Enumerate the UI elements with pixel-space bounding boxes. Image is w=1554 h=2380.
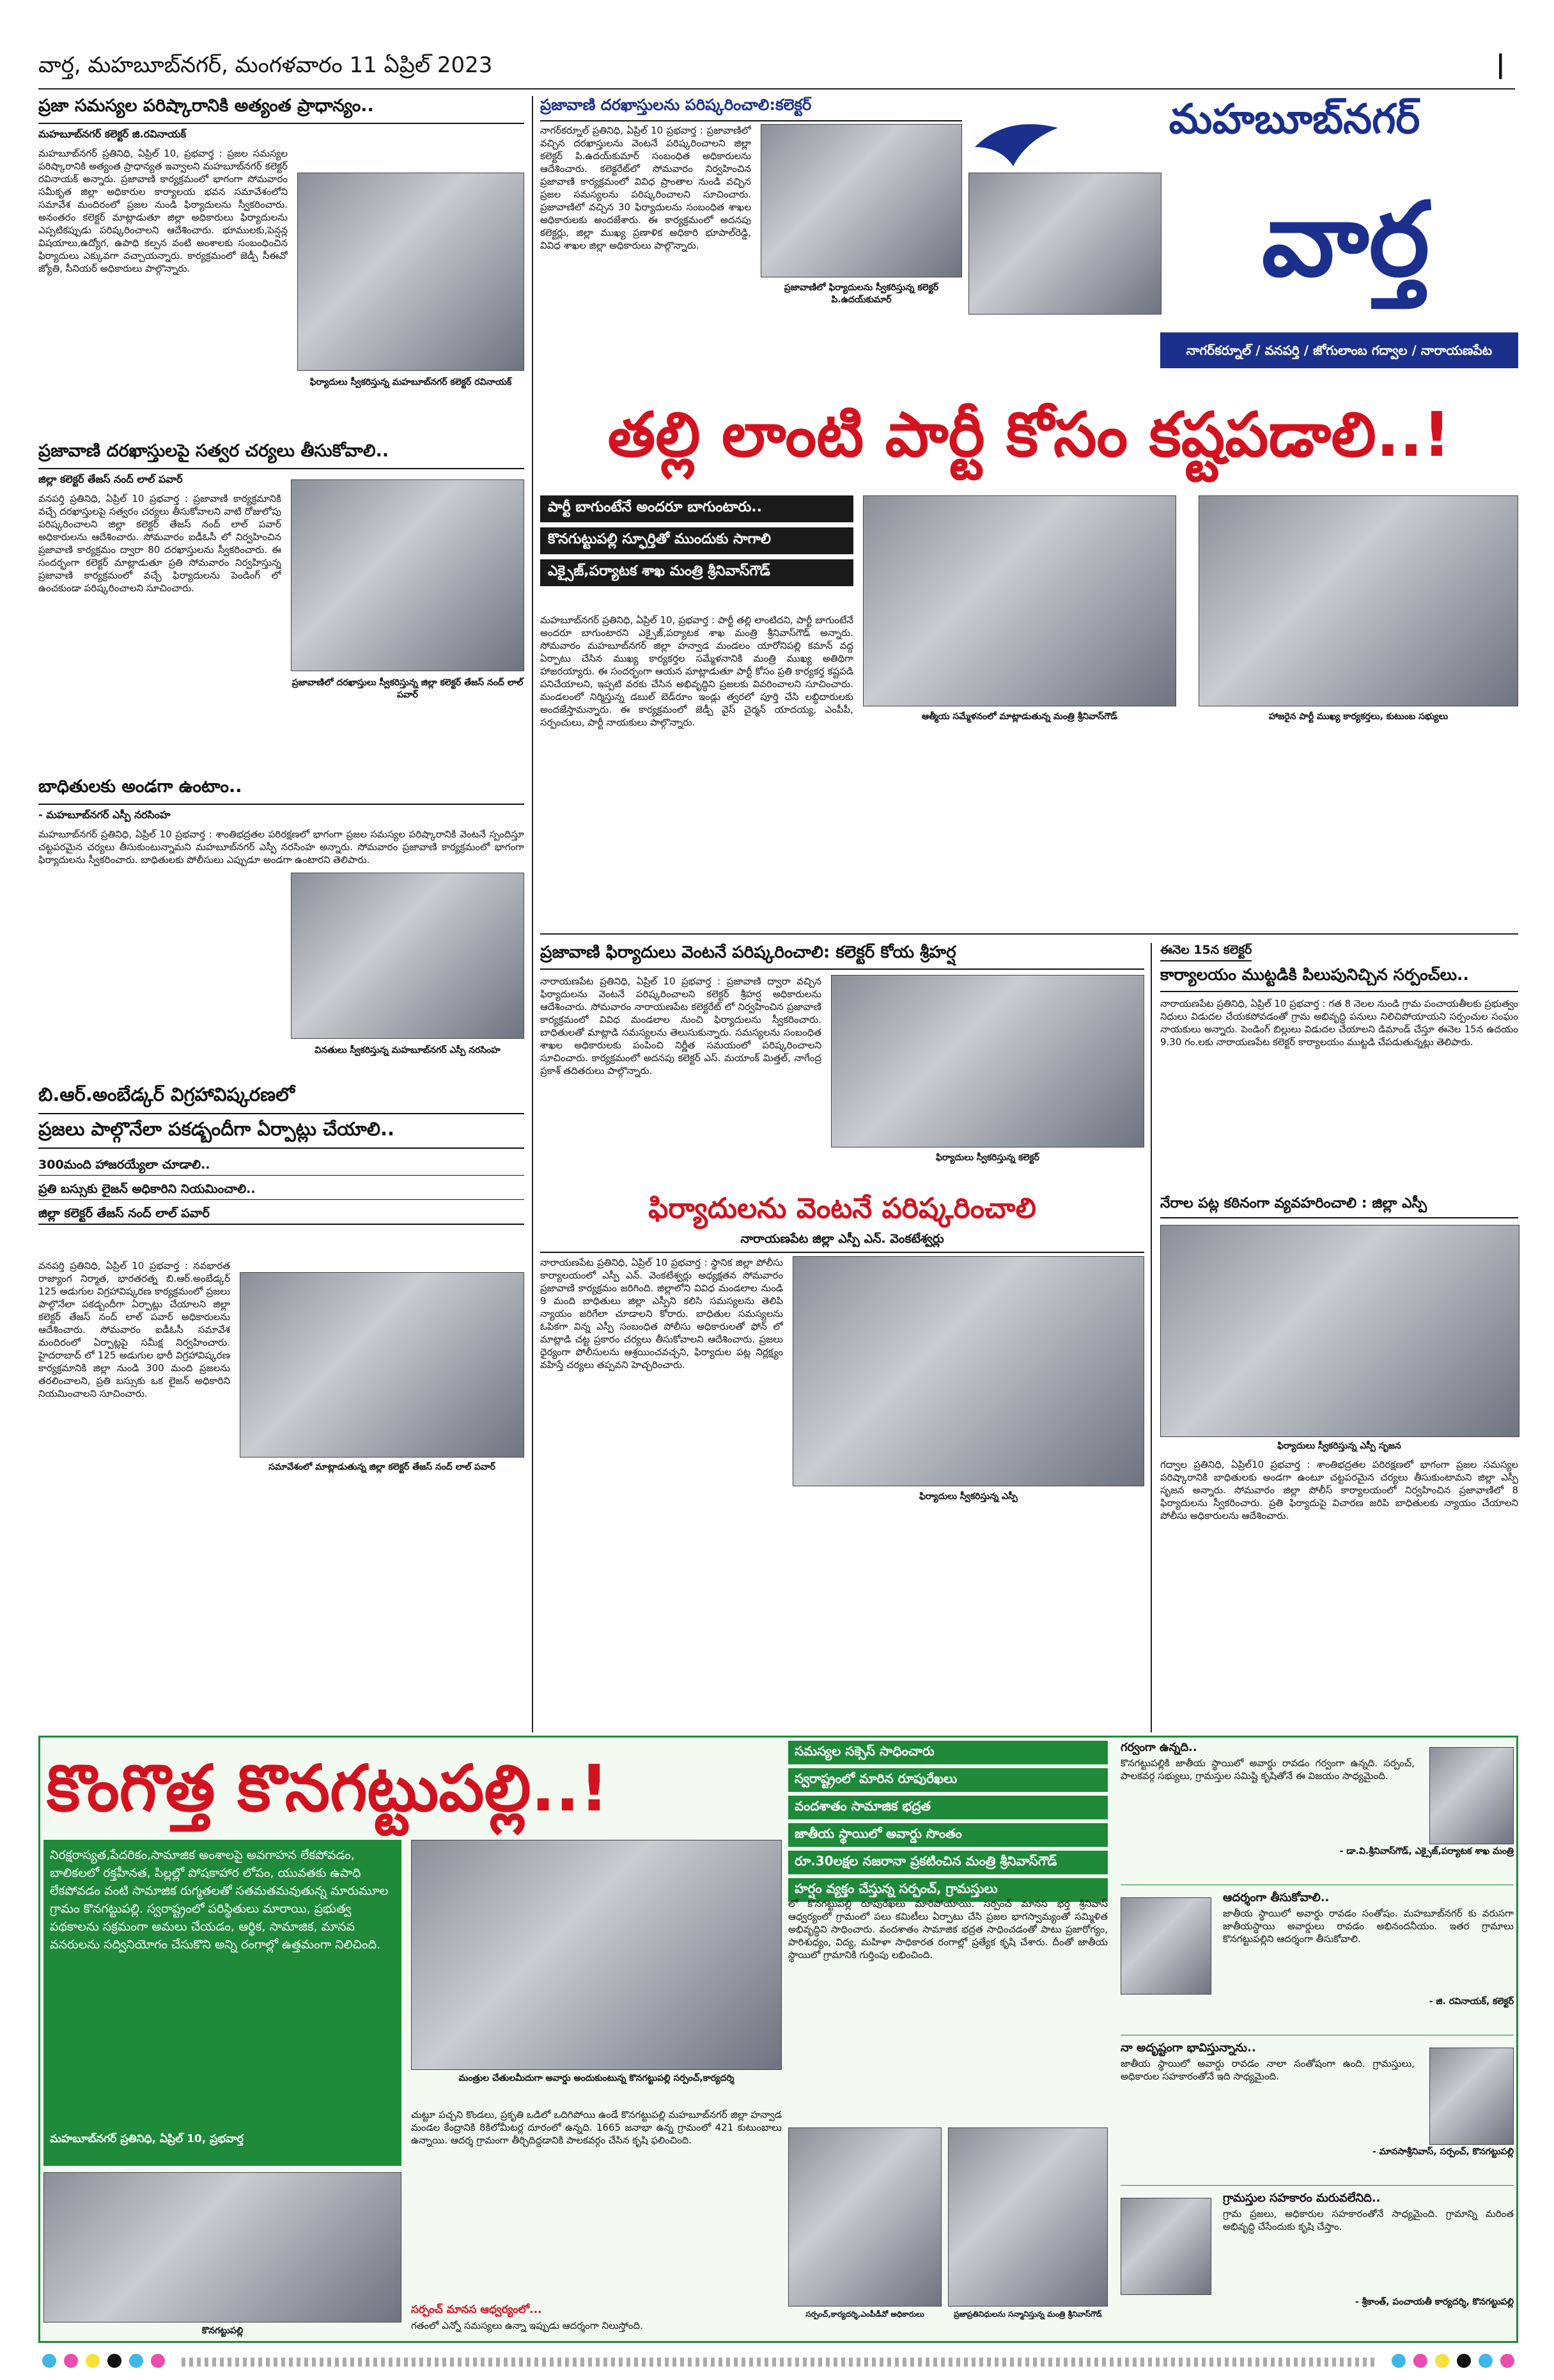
story8-body: నారాయణపేట ప్రతినిధి, ఏప్రిల్ 10 ప్రభవార్త : స్థానిక జిల్లా పోలీసు కార్యాలయంలో ఎస్పీ ఎన్. వెంకటేశ్వర్లు అధ్యక్షతన సోమవారం ప్రజావాణి కార్యక్రమం జరిగింది. జిల్లాలోని వివిధ మండలాల నుండి 9 మంది బాధితులు జిల్లా ఎస్పీని కలిసి సమస్యలను తెలిపి న్యాయం జరిగేలా చూడాలని కోరారు. బాధితుల సమస్యలను ఓపికగా విన్న ఎస్పీ సంబంధిత పోలీసు అధికారులతో ఫోన్ లో మాట్లాడి చట్ట ప్రకారం చర్యలు తీసుకోవాలని ఆదేశించారు. ప్రజలు ధైర్యంగా పోలీసులను ఆశ్రయించవచ్చని, ఫిర్యాదుల పట్ల నిర్లక్ష్యం వహిస్తే చర్యలు తప్పవని హెచ్చరించారు.: [540, 1257, 783, 1371]
lead-story: [540, 495, 1518, 930]
story4-photo: [240, 1272, 524, 1458]
quote-3: [1121, 2041, 1514, 2186]
feature-bullet-3: వందశాతం సామాజిక భద్రత: [788, 1796, 1108, 1819]
lead-body-cont: [863, 732, 1518, 917]
story-nagarkurnool: [540, 96, 962, 377]
story6-headline: ప్రజావాణి ఫిర్యాదులు వెంటనే పరిష్కరించాలి: కలెక్టర్ కోయ శ్రీహర్ష: [540, 943, 1144, 970]
story-ambedkar: [38, 1084, 524, 1732]
story7-photo: [1160, 1225, 1519, 1437]
story4-headline1: బి.ఆర్.అంబేడ్కర్ విగ్రహావిష్కరణలో: [38, 1084, 524, 1114]
masthead-dam-photo: [968, 173, 1162, 315]
feature-more: సర్పంచ్ మానస ఆధ్వర్యంలో...: [411, 2303, 542, 2316]
story8-sub: నారాయణపేట జిల్లా ఎస్పీ ఎన్. వెంకటేశ్వర్లు: [540, 1232, 1144, 1253]
feature-bullet-6: హర్షం వ్యక్తం చేస్తున్న సర్పంచ్, గ్రామస్తులు: [788, 1878, 1108, 1902]
story1-sub: మహబూబ్‌నగర్ కలెక్టర్ జి.రవినాయక్: [38, 128, 187, 140]
story2-headline: ప్రజావాణి దరఖాస్తులపై సత్వర చర్యలు తీసుకోవాలి..: [38, 441, 524, 469]
story3-caption: వినతులు స్వీకరిస్తున్న మహబూబ్‌నగర్ ఎస్పీ నరసింహ: [315, 1045, 501, 1055]
story-sarpanch-protest: [1160, 943, 1518, 1732]
feature-headline: కొంగొత్త కొనగట్టుపల్లి..!: [47, 1751, 609, 1826]
quote-1-body: కొనగట్టుపల్లికి జాతీయ స్థాయిలో అవార్డు రావడం గర్వంగా ఉన్నది. సర్పంచ్, పాలకవర్గ సభ్యులు, గ్రామస్తుల సమిష్టి కృషితోనే ఈ విజయం సాధ్యమైంది.: [1121, 1757, 1415, 1782]
story6-caption: ఫిర్యాదులు స్వీకరిస్తున్న కలెక్టర్: [936, 1153, 1039, 1163]
mid-rule: [540, 933, 1518, 935]
story7-body: నారాయణపేట ప్రతినిధి, ఏప్రిల్ 10 ప్రభవార్త : గత 8 నెలల నుండి గ్రామ పంచాయతీలకు ప్రభుత్వం నిధులు విడుదల చేయకపోవడంతో గ్రామ అభివృద్ధి పనులు నిలిచిపోయాయని సర్పంచుల సంఘం నాయకులు అన్నారు. పెండింగ్ బిల్లులు విడుదల చేయాలని డిమాండ్ చేస్తూ ఈనెల 15న ఉదయం 9.30 గం.లకు నారాయణపేట కలెక్టర్ కార్యాలయం ముట్టడి చేపడుతున్నట్లు తెలిపారు.: [1160, 998, 1518, 1048]
quote-2-avatar: [1121, 1897, 1211, 1995]
lead-body: మహబూబ్‌నగర్ ప్రతినిధి, ఏప్రిల్ 10, ప్రభవార్త : పార్టీ తల్లి లాంటిదని, పార్టీ బాగుంటేనే అందరూ బాగుంటారని ఎక్సైజ్,పర్యాటక శాఖ మంత్రి శ్రీనివాస్‌గౌడ్ అన్నారు. సోమవారం మహబూబ్‌నగర్ జిల్లా హన్వాడ మండలం యారోనిపల్లి కమాన్ వద్ద ఏర్పాటు చేసిన ముఖ్య కార్యకర్తల సమ్మేళనానికి మంత్రి ముఖ్య అతిథిగా హాజరయ్యారు. ఈ సందర్భంగా ఆయన మాట్లాడుతూ పార్టీ కోసం ప్రతి కార్యకర్త కష్టపడి పనిచేయాలని, ఇప్పటి వరకు చేసిన అభివృద్ధిని ప్రజలకు వివరించాలని సూచించారు. మండలంలో నిర్మిస్తున్న డబుల్ బెడ్‌రూం ఇండ్లు త్వరలో పూర్తి చేసి లబ్ధిదారులకు అందజేస్తామన్నారు. ఈ కార్యక్రమంలో జెడ్పీ వైస్ చైర్మన్ యాదయ్య, ఎంపీపీ, సర్పంచులు, పార్టీ నాయకులు పాల్గొన్నారు.: [540, 614, 853, 728]
lead-bullets: [540, 495, 853, 591]
quote-3-avatar: [1429, 2048, 1514, 2145]
story7-headline: కార్యాలయం ముట్టడికి పిలుపునిచ్చిన సర్పంచ్‌లు..: [1160, 965, 1518, 992]
story3-headline: బాధితులకు అండగా ఉంటాం..: [38, 777, 524, 805]
story7-body2: గద్వాల ప్రతినిధి, ఏప్రిల్10 ప్రభవార్త : శాంతిభద్రతల పరిరక్షణలో భాగంగా ప్రజల సమస్యల పరిష్కారానికి బాధితులకు అండగా ఉంటూ చట్టపరమైన చర్యలు తీసుకుంటామని జిల్లా ఎస్పీ సృజన అన్నారు. సోమవారం జిల్లా పోలీస్ కార్యాలయంలో నిర్వహించిన ప్రజావాణిలో 8 ఫిర్యాదులను స్వీకరించారు. ప్రతి ఫిర్యాదుపై విచారణ జరిపి బాధితులకు న్యాయం చేయాలని పోలీసు అధికారులను ఆదేశించారు.: [1160, 1459, 1518, 1521]
feature-dateline: మహబూబ్‌నగర్ ప్రతినిధి, ఏప్రిల్ 10, ప్రభవార్త: [50, 2133, 244, 2145]
feature-bullet-4: జాతీయ స్థాయిలో అవార్డు సొంతం: [788, 1823, 1108, 1847]
lead-photo-crowd: [1199, 495, 1518, 706]
feature-body-3: గతంలో ఎన్నో సమస్యలు ఉన్నా ఇప్పుడు ఆదర్శంగా నిలుస్తోంది.: [411, 2320, 643, 2331]
story3-photo: [291, 873, 524, 1039]
feature-caption-1: మంత్రుల చేతులమీదుగా అవార్డు అందుకుంటున్న కొనగట్టుపల్లి సర్పంచ్,కార్యదర్శి: [458, 2073, 734, 2083]
quote-4: [1121, 2191, 1514, 2335]
quote-1-avatar: [1429, 1747, 1514, 1844]
story1-caption: ఫిర్యాదులు స్వీకరిస్తున్న మహబూబ్‌నగర్ కలెక్టర్ రవినాయక్: [309, 377, 512, 387]
feature-bullets: [788, 1741, 1108, 1906]
story8-caption: ఫిర్యాదులు స్వీకరిస్తున్న ఎస్పీ: [919, 1491, 1018, 1502]
page-marker: |: [1496, 50, 1505, 79]
story2-sub: జిల్లా కలెక్టర్ తేజస్ నంద్ లాల్ పవార్: [38, 473, 183, 485]
quote-1-by: - డా.వి.శ్రీనివాస్‌గౌడ్, ఎక్సైజ్,పర్యాటక శాఖ మంత్రి: [1339, 1846, 1514, 1856]
lead-caption-1: ఆత్మీయ సమ్మేళనంలో మాట్లాడుతున్న మంత్రి శ్రీనివాస్‌గౌడ్: [922, 712, 1117, 722]
quote-4-avatar: [1121, 2198, 1211, 2295]
story2-photo: [291, 479, 524, 671]
story4-sub: జిల్లా కలెక్టర్ తేజస్ నంద్ లాల్ పవార్: [38, 1206, 524, 1225]
story-public-issues: [38, 96, 524, 441]
masthead-districts: నాగర్‌కర్నూల్ / వనపర్తి / జోగులాంబ గద్వాల / నారాయణపేట: [1160, 332, 1518, 368]
quote-4-body: గ్రామ ప్రజలు, అధికారుల సహకారంతోనే సాధ్యమైంది. గ్రామాన్ని మరింత అభివృద్ధి చేసేందుకు కృషి చేస్తాం.: [1223, 2208, 1514, 2232]
story8-photo: [793, 1256, 1144, 1486]
feature-caption-3: ప్రజాప్రతినిధులను సన్మానిస్తున్న మంత్రి శ్రీనివాస్‌గౌడ్: [954, 2310, 1102, 2319]
quote-3-title: నా అదృష్టంగా భావిస్తున్నాను..: [1121, 2041, 1256, 2055]
story7-headline2: నేరాల పట్ల కఠినంగా వ్యవహరించాలి : జిల్లా ఎస్పీ: [1160, 1195, 1518, 1218]
quote-3-body: జాతీయ స్థాయిలో అవార్డు రావడం నాలా సంతోషంగా ఉంది. గ్రామస్తులు, అధికారుల సహకారంతోనే ఇది సాధ్యమైంది.: [1121, 2058, 1415, 2082]
story4-bullet-1: 300మంది హాజరయ్యేలా చూడాలి..: [38, 1158, 524, 1176]
quote-2-body: జాతీయ స్థాయిలో అవార్డు రావడం సంతోషం. మహబూబ్‌నగర్ కు వరుసగా జాతీయస్థాయి అవార్డులు రావడం అభినందనీయం. ఇతర గ్రామాలు కొనగట్టుపల్లిని ఆదర్శంగా తీసుకోవాలి.: [1223, 1908, 1514, 1945]
story4-headline2: ప్రజలు పాల్గొనేలా పకడ్బందీగా ఏర్పాట్లు చేయాలి..: [38, 1118, 524, 1149]
feature-section: [38, 1736, 1518, 2343]
column-rule-left: [532, 96, 533, 1732]
story6-body: నారాయణపేట ప్రతినిధి, ఏప్రిల్ 10 ప్రభవార్త : ప్రజావాణి ద్వారా వచ్చిన ఫిర్యాదులను వెంటనే పరిష్కరించాలని కలెక్టర్ శ్రీహర్ష అధికారులను ఆదేశించారు. సోమవారం నారాయణపేట కలెక్టరేట్ లో నిర్వహించిన ప్రజావాణి కార్యక్రమంలో వివిధ మండలాల నుంచి ఫిర్యాదులను స్వీకరించారు. బాధితులతో మాట్లాడి సమస్యలను తెలుసుకున్నారు. సమస్యలను సంబంధిత శాఖల అధికారులకు పంపించి నిర్ణీత సమయంలో పరిష్కరించాలని సూచించారు. కార్యక్రమంలో అదనపు కలెక్టర్ ఎస్. మయాంక్ మిత్తల్, నాగేంద్ర ప్రకాశ్ తదితరులు పాల్గొన్నారు.: [540, 976, 821, 1077]
story7-tag: ఈనెల 15న కలెక్టర్: [1160, 943, 1252, 961]
story1-headline: ప్రజా సమస్యల పరిష్కారానికి అత్యంత ప్రాధాన్యం..: [38, 96, 524, 124]
quote-4-by: - శ్రీకాంత్, పంచాయతీ కార్యదర్శి, కొనగట్టుపల్లి: [1355, 2297, 1514, 2307]
feature-body-2: చుట్టూ పచ్చని కొండలు, ప్రకృతి ఒడిలో ఒదిగిపోయి ఉండే కొనగట్టుపల్లి మహబూబ్‌నగర్ జిల్లా హన్వాడ మండల కేంద్రానికి 8కిలోమీటర్ల దూరంలో ఉన్నది. 1665 జనాభా ఉన్న గ్రామంలో 421 కుటుంబాలు ఉన్నాయి. ఆదర్శ గ్రామంగా తీర్చిదిద్దడానికి పాలకవర్గం చేసిన కృషి ఫలించింది.: [411, 2109, 782, 2146]
quote-2-by: - జి. రవినాయక్, కలెక్టర్: [1429, 1996, 1514, 2007]
top-rule: [38, 88, 1515, 89]
quote-2-title: ఆదర్శంగా తీసుకోవాలి..: [1223, 1891, 1330, 1904]
story-victims: [38, 777, 524, 1077]
story2-caption: ప్రజావాణిలో దరఖాస్తులు స్వీకరిస్తున్న జిల్లా కలెక్టర్ తేజస్ నంద్ లాల్ పవార్: [291, 678, 524, 700]
story4-bullet-2: ప్రతి బస్సుకు లైజన్ అధికారిని నియమించాలి..: [38, 1182, 524, 1200]
feature-caption-2: సర్పంచ్,కార్యదర్శి,ఎంపీడీవో అధికారులు: [805, 2310, 924, 2319]
feature-minister-photo: [948, 2127, 1108, 2306]
story1-photo: [297, 173, 524, 371]
registration-dots-left: [38, 2354, 169, 2370]
lead-headline: తల్లి లాంటి పార్టీ కోసం కష్టపడాలి..!: [607, 399, 1451, 471]
feature-aerial-caption: కొనగట్టుపల్లి: [201, 2326, 244, 2336]
story3-body-col: [38, 873, 281, 1064]
dateline: వార్త, మహబూబ్‌నగర్, మంగళవారం 11 ఏప్రిల్ 2023: [38, 52, 493, 78]
masthead: [968, 96, 1518, 377]
story2-body: వనపర్తి ప్రతినిధి, ఏప్రిల్ 10 ప్రభవార్త : ప్రజావాణి కార్యక్రమానికి వచ్చే దరఖాస్తులపై సత్వరం చర్యలు తీసుకోవాలని వాటి రోజులోపు పరిష్కరించాలని జిల్లా కలెక్టర్ తేజస్ నంద్ లాల్ పవార్ అధికారులను ఆదేశించారు. సోమవారం ఐడీఓసీ లో నిర్వహించిన ప్రజావాణి కార్యక్రమం ద్వారా 80 దరఖాస్తులను స్వీకరించారు. ఈ సందర్భంగా కలెక్టర్ మాట్లాడుతూ ప్రతి సోమవారం నిర్వహిస్తున్న ప్రజావాణి కార్యక్రమంలో వచ్చే ఫిర్యాదులను పెండింగ్ లో ఉంచకుండా పరిష్కరించాలని సూచించారు.: [38, 493, 281, 594]
story8-headline: ఫిర్యాదులను వెంటనే పరిష్కరించాలి: [648, 1192, 1036, 1225]
column-rule-right: [1151, 943, 1152, 1732]
story6-photo: [831, 975, 1144, 1147]
story7-caption: ఫిర్యాదులు స్వీకరిస్తున్న ఎస్పీ సృజన: [1277, 1441, 1401, 1451]
feature-intro-box: [43, 1840, 401, 2166]
story4-caption: సమావేశంలో మాట్లాడుతున్న జిల్లా కలెక్టర్ తేజస్ నంద్ లాల్ పవార్: [268, 1462, 495, 1472]
quote-1-title: గర్వంగా ఉన్నది..: [1121, 1741, 1197, 1754]
lead-bullet-3: ఎక్సైజ్,పర్యాటక శాఖ మంత్రి శ్రీనివాస్‌గౌడ్: [540, 559, 853, 586]
lead-photo-minister: [863, 495, 1176, 706]
quote-4-title: గ్రామస్తుల సహకారం మరువలేనిది..: [1223, 2191, 1381, 2205]
lead-caption-2: హాజరైన పార్టీ ముఖ్య కార్యకర్తలు, కుటుంబ సభ్యులు: [1268, 712, 1449, 722]
story-narayanpet-collector: [540, 943, 1144, 1179]
story3-body: మహబూబ్‌నగర్ ప్రతినిధి, ఏప్రిల్ 10 ప్రభవార్త : శాంతిభద్రతల పరిరక్షణలో భాగంగా ప్రజల సమస్యల పరిష్కారానికి వెంటనే స్పందిస్తూ చట్టపరమైన చర్యలు తీసుకుంటున్నామని మహబూబ్‌నగర్ ఎస్పీ నరసింహ అన్నారు. సోమవారం ప్రజావాణి కార్యక్రమంలో భాగంగా ఫిర్యాదులను స్వీకరించారు. బాధితులకు పోలీసులు ఎప్పుడూ అండగా ఉంటారని తెలిపారు.: [38, 828, 524, 866]
story5-body: నాగర్‌కర్నూల్ ప్రతినిధి, ఏప్రిల్ 10 ప్రభవార్త : ప్రజావాణిలో వచ్చిన దరఖాస్తులను వెంటనే పరిష్కరించాలని జిల్లా కలెక్టర్ పి.ఉదయ్‌కుమార్ సంబంధిత అధికారులను ఆదేశించారు. కలెక్టరేట్‌లో సోమవారం నిర్వహించిన ప్రజావాణి కార్యక్రమంలో వివిధ ప్రాంతాల నుండి వచ్చిన ప్రజల సమస్యలను పరిష్కరించాలని సూచించారు. ప్రజావాణిలో వచ్చిన 30 ఫిర్యాదులను సంబంధిత శాఖల అధికారులకు అందజేశారు. ఈ కార్యక్రమంలో అదనపు కలెక్టర్లు, జిల్లా ముఖ్య ప్రణాళిక అధికారి భూపాల్‌రెడ్డి, వివిధ శాఖల జిల్లా అధికారులు పాల్గొన్నారు.: [540, 125, 751, 251]
story5-headline: ప్రజావాణి దరఖాస్తులను పరిష్కరించాలి:కలెక్టర్: [540, 96, 962, 121]
registration-strip: [38, 2353, 1518, 2372]
feature-bullet-2: స్వరాష్ట్రంలో మారిన రూపురేఖలు: [788, 1768, 1108, 1792]
registration-bar: [182, 2358, 1375, 2367]
feature-bullet-1: సమస్యల సక్సెస్ సాధించారు: [788, 1741, 1108, 1764]
lead-bullet-2: కొనగుట్టుపల్లి స్ఫూర్తితో ముందుకు సాగాలి: [540, 527, 853, 554]
quote-2: [1121, 1891, 1514, 2035]
feature-aerial-photo: [43, 2172, 401, 2322]
story1-body: మహబూబ్‌నగర్ ప్రతినిధి, ఏప్రిల్ 10, ప్రభవార్త : ప్రజల సమస్యల పరిష్కారానికి అత్యంత ప్రాధాన్యత ఇవ్వాలని మహబూబ్‌నగర్ కలెక్టర్ రవినాయక్ అన్నారు. ప్రజావాణి కార్యక్రమంలో భాగంగా సోమవారం సమీకృత జిల్లా అధికారుల కార్యాలయ భవన సమావేశంలోని సమావేశ మందిరంలో ప్రజల నుండి ఫిర్యాదులను స్వీకరించారు. అనంతరం కలెక్టర్ మాట్లాడుతూ జిల్లా అధికారులు ఫిర్యాదులను ఎప్పటికప్పుడు పరిష్కరించాలని ఆదేశించారు. భూములకు,పెన్షన్ల విషయాలు,ఉద్యోగ, ఉపాధి కల్పన వంటి అంశాలకు సంబంధించిన ఫిర్యాదులు ఎక్కువగా వచ్చాయన్నారు. కార్యక్రమంలో జెడ్పీ సీఈవో జ్యోతి, సీనియర్ అధికారులు పాల్గొన్నారు.: [38, 148, 288, 274]
masthead-region: మహబూబ్‌నగర్: [1169, 96, 1420, 143]
feature-intro: నిరక్షరాస్యత,పేదరికం,సామాజిక అంశాలపై అవగాహన లేకపోవడం, బాలికలలో రక్తహీనత, పిల్లల్లో పోషకాహార లోపం, యువతకు ఉపాధి లేకపోవడం వంటి సామాజిక రుగ్మతలతో సతమతమవుతున్న మారుమూల గ్రామం కొనగట్టుపల్లి. స్వరాష్ట్రంలో పరిస్థితులు మారాయి, ప్రభుత్వ పథకాలను సక్రమంగా అమలు చేయడం, ఆర్థిక, సామాజిక, మానవ వనరులను సద్వినియోగం చేసుకొని అన్ని రంగాల్లో ఉత్తమంగా నిలిచింది.: [50, 1848, 389, 1952]
story8-body-cont: [793, 1512, 1144, 1716]
story5-caption: ప్రజావాణిలో ఫిర్యాదులను స్వీకరిస్తున్న కలెక్టర్ పి.ఉదయ్‌కుమార్: [784, 283, 939, 305]
feature-bullet-5: రూ.30లక్షల నజరానా ప్రకటించిన మంత్రి శ్రీనివాస్‌గౌడ్: [788, 1851, 1108, 1874]
quote-1: [1121, 1741, 1514, 1885]
feature-quotes: [1121, 1741, 1514, 2338]
registration-dots-right: [1388, 2354, 1518, 2370]
story-narayanpet-sp: [540, 1192, 1144, 1729]
story3-sub: - మహబూబ్‌నగర్ ఎస్పీ నరసింహ: [38, 809, 171, 821]
feature-body-1: లో కొనగట్టుపల్లి రూపురేఖలు మారిపోయాయి. సర్పంచ్ మానస భర్త శ్రీనివాస్ ఆధ్వర్యంలో గ్రామంలో పలు కమిటీలు ఏర్పాటు చేసి ప్రజల భాగస్వామ్యంతో సమ్మిళిత అభివృద్ధిని సాధించారు. వందశాతం సామాజిక భద్రత సాధించడంతో పాటు ప్రజారోగ్యం, పారిశుధ్యం, విద్య, మహిళా సాధికారత రంగాల్లో ప్రత్యేక కృషి చేశారు. దీంతో జాతీయ స్థాయిలో గ్రామానికి గుర్తింపు లభించింది.: [788, 1898, 1108, 1961]
feature-sarpanch-photo: [788, 2127, 942, 2306]
story-petitions: [38, 441, 524, 770]
masthead-bird-logo: [968, 109, 1064, 173]
feature-award-photo: [411, 1840, 782, 2070]
story4-body: వనపర్తి ప్రతినిధి, ఏప్రిల్ 10 ప్రభవార్త : నవభారత రాజ్యాంగ నిర్మాత, భారతరత్న బి.ఆర్.అంబేడ్కర్ 125 అడుగుల విగ్రహావిష్కరణ కార్యక్రమంలో ప్రజలు పాల్గొనేలా పకడ్బందీగా ఏర్పాట్లు చేయాలని జిల్లా కలెక్టర్ తేజస్ నంద్ లాల్ పవార్ అధికారులను ఆదేశించారు. సోమవారం ఐడీఓసీ సమావేశ మందిరంలో ఏర్పాట్లపై సమీక్ష నిర్వహించారు. హైదరాబాద్ లో 125 అడుగుల భారీ విగ్రహావిష్కరణ కార్యక్రమానికి జిల్లా నుండి 300 మంది ప్రజలను తరలించాలని, ప్రతి బస్సుకు ఒక లైజన్ అధికారిని నియమించాలని సూచించారు.: [38, 1260, 230, 1399]
story5-photo: [761, 124, 962, 277]
lead-bullet-1: పార్టీ బాగుంటేనే అందరూ బాగుంటారు..: [540, 495, 853, 522]
quote-3-by: - మానసాశ్రీనివాస్, సర్పంచ్, కొనగట్టుపల్లి: [1372, 2147, 1514, 2157]
masthead-paper-name: వార్త: [1261, 180, 1430, 299]
